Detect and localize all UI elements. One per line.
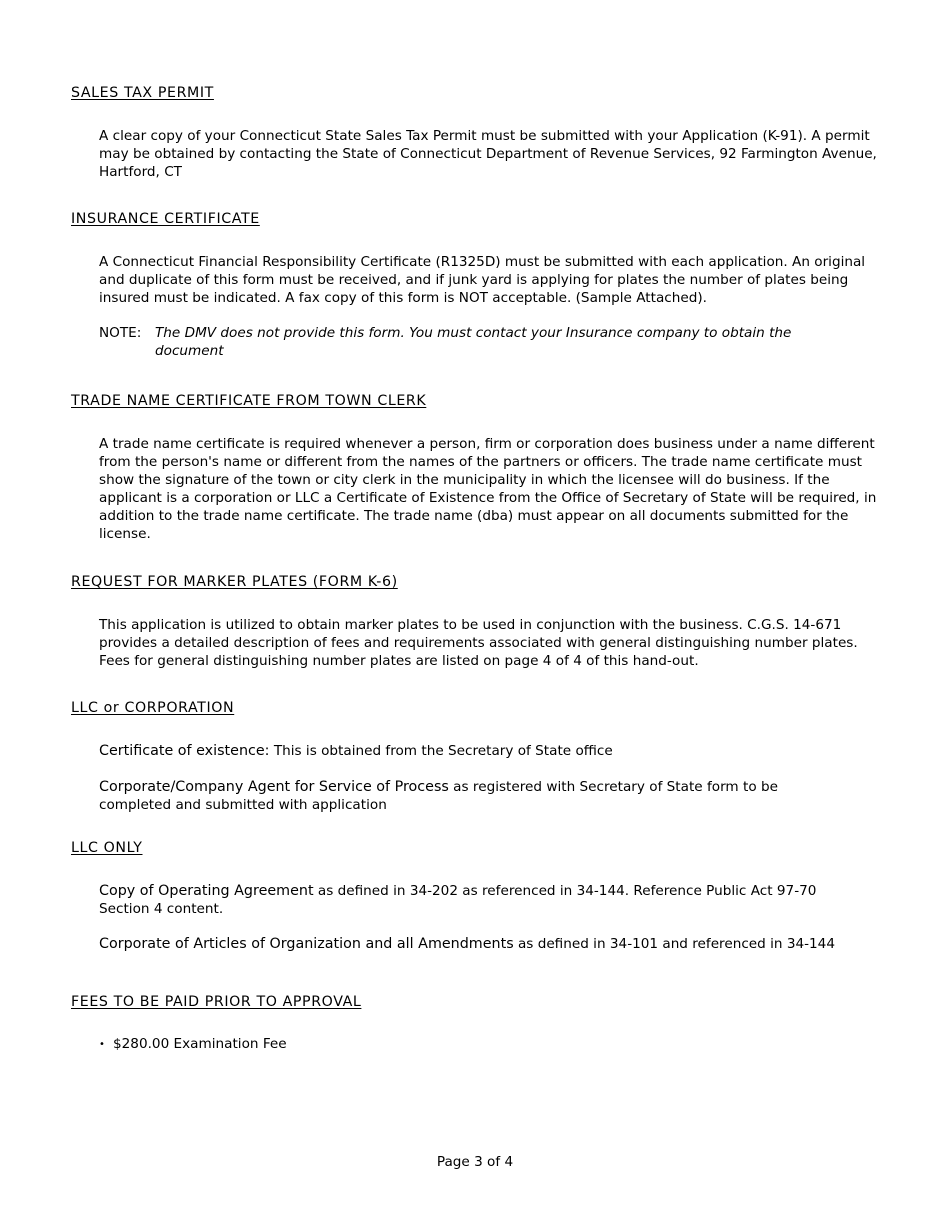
insurance-certificate-heading: INSURANCE CERTIFICATE: [71, 211, 260, 227]
certificate-of-existence-item: [99, 742, 889, 760]
operating-agreement-title: Copy of Operating Agreement: [99, 883, 314, 899]
fee-list-item-text: $280.00 Examination Fee: [113, 1036, 287, 1052]
marker-plates-heading: REQUEST FOR MARKER PLATES (FORM K-6): [71, 574, 398, 590]
service-of-process-item: [99, 778, 819, 814]
llc-or-corporation-heading: LLC or CORPORATION: [71, 700, 235, 716]
service-of-process-title: Corporate/Company Agent for Service of Process: [99, 779, 449, 795]
trade-name-certificate-text: A trade name certificate is required whenever a person, firm or corporation does business under a name different from the person's name or different from the names of the partners or officers. The trade name certificate must show the signature of the town or city clerk in the municipality in which the licensee will do business. If the applicant is a corporation or LLC a Certificate of Existence from the Office of Secretary of State will be required, in addition to the trade name certificate. The trade name (dba) must appear on all documents submitted for the license.: [99, 436, 877, 542]
certificate-of-existence-text: This is obtained from the Secretary of State office: [269, 743, 613, 759]
insurance-certificate-text: A Connecticut Financial Responsibility Certificate (R1325D) must be submitted with each application. An original and duplicate of this form must be received, and if junk yard is applying for plates the number of plates being insured must be indicated. A fax copy of this form is NOT acceptable. (Sample Attached).: [99, 254, 866, 306]
articles-of-organization-text: as defined in 34-101 and referenced in 34-144: [513, 936, 835, 952]
marker-plates-text: This application is utilized to obtain marker plates to be used in conjunction with the business. C.G.S. 14-671 provides a detailed description of fees and requirements associated with general distinguishing number plates. Fees for general distinguishing number plates are listed on page 4 of 4 of this hand-out.: [99, 617, 858, 669]
fee-list-item: [99, 1035, 287, 1054]
operating-agreement-item: [99, 882, 859, 918]
note-text: The DMV does not provide this form. You must contact your Insurance company to obtain the document: [155, 325, 792, 359]
fees-heading: FEES TO BE PAID PRIOR TO APPROVAL: [71, 994, 362, 1010]
trade-name-certificate-heading: TRADE NAME CERTIFICATE FROM TOWN CLERK: [71, 393, 427, 409]
articles-of-organization-item: [99, 935, 889, 953]
operating-agreement-text: as defined in 34-202 as referenced in 34-144. Reference Public Act 97-70 Section 4 content.: [99, 883, 817, 917]
service-of-process-text: as registered with Secretary of State form to be completed and submitted with application: [99, 779, 778, 813]
bullet-icon: •: [99, 1039, 105, 1050]
sales-tax-permit-heading: SALES TAX PERMIT: [71, 85, 214, 101]
page-number: Page 3 of 4: [436, 1154, 514, 1170]
articles-of-organization-title: Corporate of Articles of Organization and all Amendments: [99, 936, 514, 952]
sales-tax-permit-text: A clear copy of your Connecticut State Sales Tax Permit must be submitted with your Application (K-91). A permit may be obtained by contacting the State of Connecticut Department of Revenue Services, 92 Farmington Avenue, Hartford, CT: [99, 128, 877, 180]
certificate-of-existence-title: Certificate of existence:: [99, 743, 270, 759]
llc-only-heading: LLC ONLY: [71, 840, 143, 856]
note-label: NOTE:: [99, 325, 142, 341]
